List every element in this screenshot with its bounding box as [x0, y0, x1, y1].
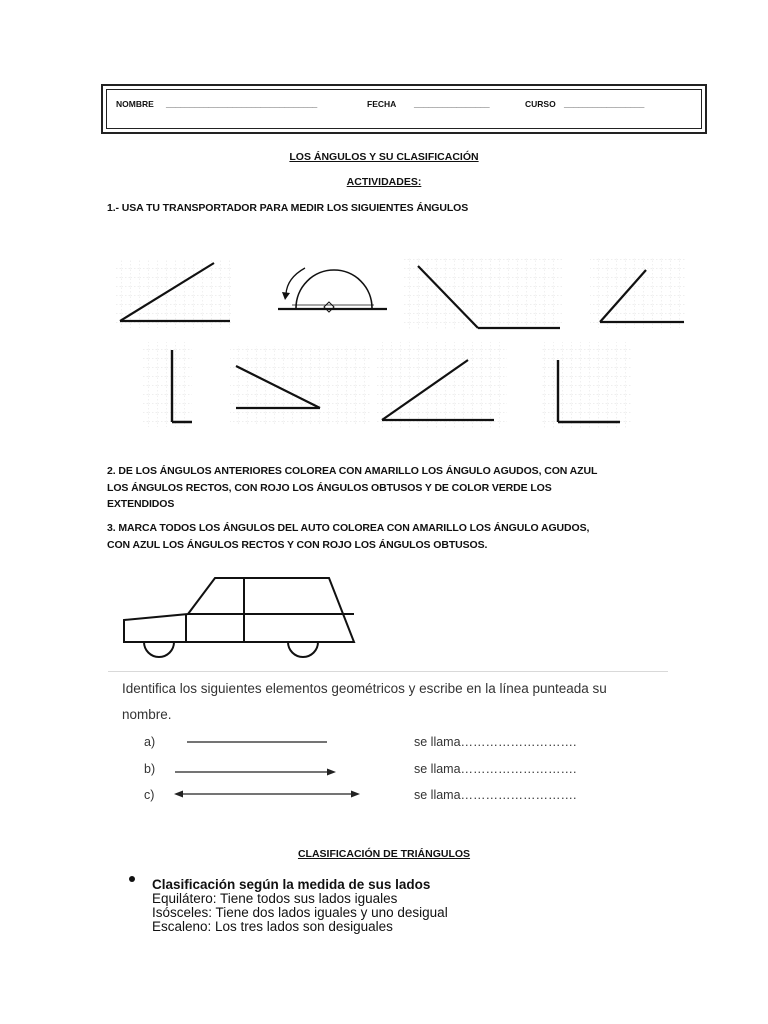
- name-label: NOMBRE: [116, 99, 154, 109]
- item-b-label: b): [144, 762, 156, 776]
- grid-panel: [114, 260, 232, 328]
- bullet-icon: [129, 876, 135, 882]
- triangle-isosceles: Isósceles: Tiene dos lados iguales y uno desigual: [152, 905, 448, 920]
- car-drawing: [118, 570, 368, 670]
- grid-panel: [142, 342, 192, 427]
- task-3-line-2: CON AZUL LOS ÁNGULOS RECTOS Y CON ROJO LOS ÁNGULOS OBTUSOS.: [107, 539, 488, 551]
- identify-line-2: nombre.: [122, 707, 172, 722]
- ray-figure: [175, 769, 336, 776]
- task-2-line-1: 2. DE LOS ÁNGULOS ANTERIORES COLOREA CON AMARILLO LOS ÁNGULO AGUDOS, CON AZUL: [107, 465, 598, 477]
- geometry-elements: [170, 730, 370, 810]
- task-1-text: 1.- USA TU TRANSPORTADOR PARA MEDIR LOS SIGUIENTES ÁNGULOS: [107, 202, 469, 214]
- grid-panel: [542, 342, 632, 428]
- page-title: LOS ÁNGULOS Y SU CLASIFICACIÓN: [289, 151, 479, 163]
- triangle-scalene: Escaleno: Los tres lados son desiguales: [152, 919, 393, 934]
- item-b-answer[interactable]: se llama……………………….: [414, 762, 577, 776]
- triangles-heading: Clasificación según la medida de sus lados: [152, 877, 431, 892]
- item-c-label: c): [144, 788, 155, 802]
- protractor-icon: [278, 268, 387, 312]
- line-figure: [174, 791, 360, 798]
- task-3-line-1: 3. MARCA TODOS LOS ÁNGULOS DEL AUTO COLOREA CON AMARILLO LOS ÁNGULO AGUDOS,: [107, 522, 590, 534]
- course-label: CURSO: [525, 99, 556, 109]
- angles-figure: [112, 250, 692, 435]
- identify-line-1: Identifica los siguientes elementos geométricos y escribe en la línea punteada su: [122, 681, 607, 696]
- task-2-line-2: LOS ÁNGULOS RECTOS, CON ROJO LOS ÁNGULOS OBTUSOS Y DE COLOR VERDE LOS: [107, 482, 552, 494]
- item-a-answer[interactable]: se llama……………………….: [414, 735, 577, 749]
- activities-title: ACTIVIDADES:: [346, 176, 422, 188]
- triangle-equilateral: Equilátero: Tiene todos sus lados iguales: [152, 891, 398, 906]
- item-a-label: a): [144, 735, 156, 749]
- date-label: FECHA: [367, 99, 397, 109]
- grid-panel: [230, 346, 370, 426]
- divider: [108, 671, 668, 672]
- task-2-line-3: EXTENDIDOS: [107, 498, 175, 510]
- triangles-title: CLASIFICACIÓN DE TRIÁNGULOS: [297, 848, 471, 860]
- course-field[interactable]: _________________: [564, 99, 645, 109]
- grid-panel: [377, 342, 507, 428]
- grid-panel: [402, 258, 562, 330]
- header-box: [101, 84, 707, 134]
- item-c-answer[interactable]: se llama……………………….: [414, 788, 577, 802]
- name-field[interactable]: ________________________________: [166, 99, 318, 109]
- date-field[interactable]: ________________: [414, 99, 490, 109]
